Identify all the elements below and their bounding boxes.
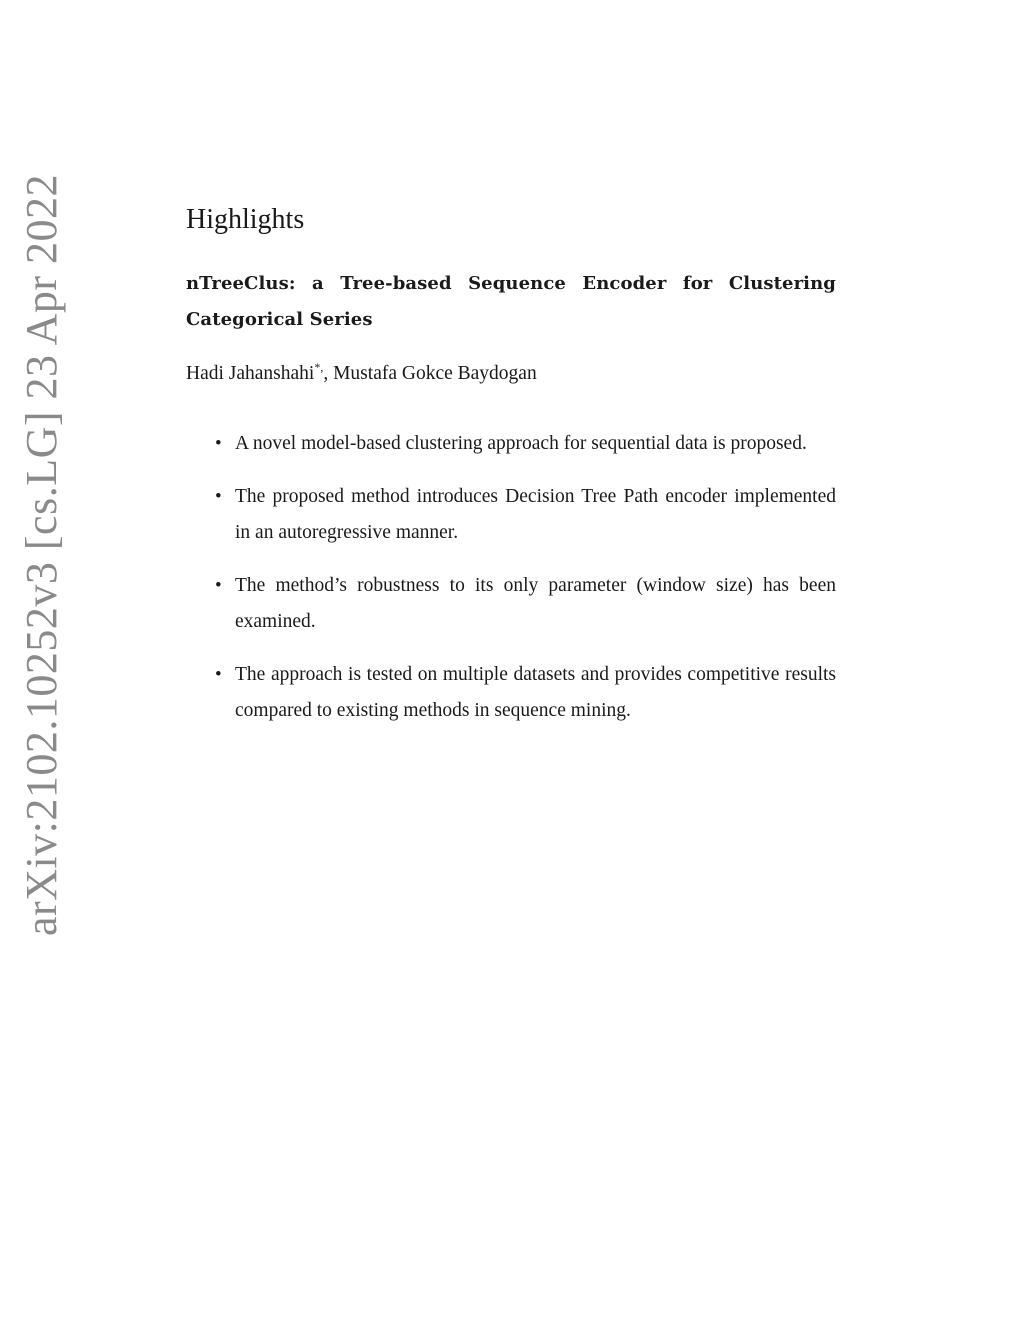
section-heading: Highlights	[186, 204, 305, 235]
highlight-item	[186, 479, 836, 552]
bullet-icon: •	[215, 485, 222, 507]
author-affiliation-mark: *,	[314, 360, 324, 374]
highlight-text: A novel model-based clustering approach for sequential data is proposed.	[235, 433, 807, 454]
author-line	[186, 362, 836, 386]
author-rest: , Mustafa Gokce Baydogan	[323, 363, 537, 384]
highlight-item	[186, 657, 836, 730]
highlight-text: The method’s robustness to its only parameter (window size) has been examined.	[235, 574, 836, 632]
highlight-text: The approach is tested on multiple datasets and provides competitive results compared to existing methods in sequence mining.	[235, 663, 836, 721]
bullet-icon: •	[215, 433, 222, 454]
highlights-page	[186, 200, 836, 746]
paper-title: nTreeClus: a Tree-based Sequence Encoder for Clustering Categorical Series	[186, 273, 836, 330]
bullet-icon: •	[215, 663, 222, 685]
author-first: Hadi Jahanshahi	[186, 363, 315, 384]
highlight-item	[186, 568, 836, 641]
arxiv-identifier-stamp: arXiv:2102.10252v3 [cs.LG] 23 Apr 2022	[17, 173, 66, 936]
highlights-list	[186, 426, 836, 730]
highlight-text: The proposed method introduces Decision Tree Path encoder implemented in an autoregressive manner.	[235, 485, 836, 543]
bullet-icon: •	[215, 574, 222, 596]
highlight-item	[186, 426, 836, 463]
